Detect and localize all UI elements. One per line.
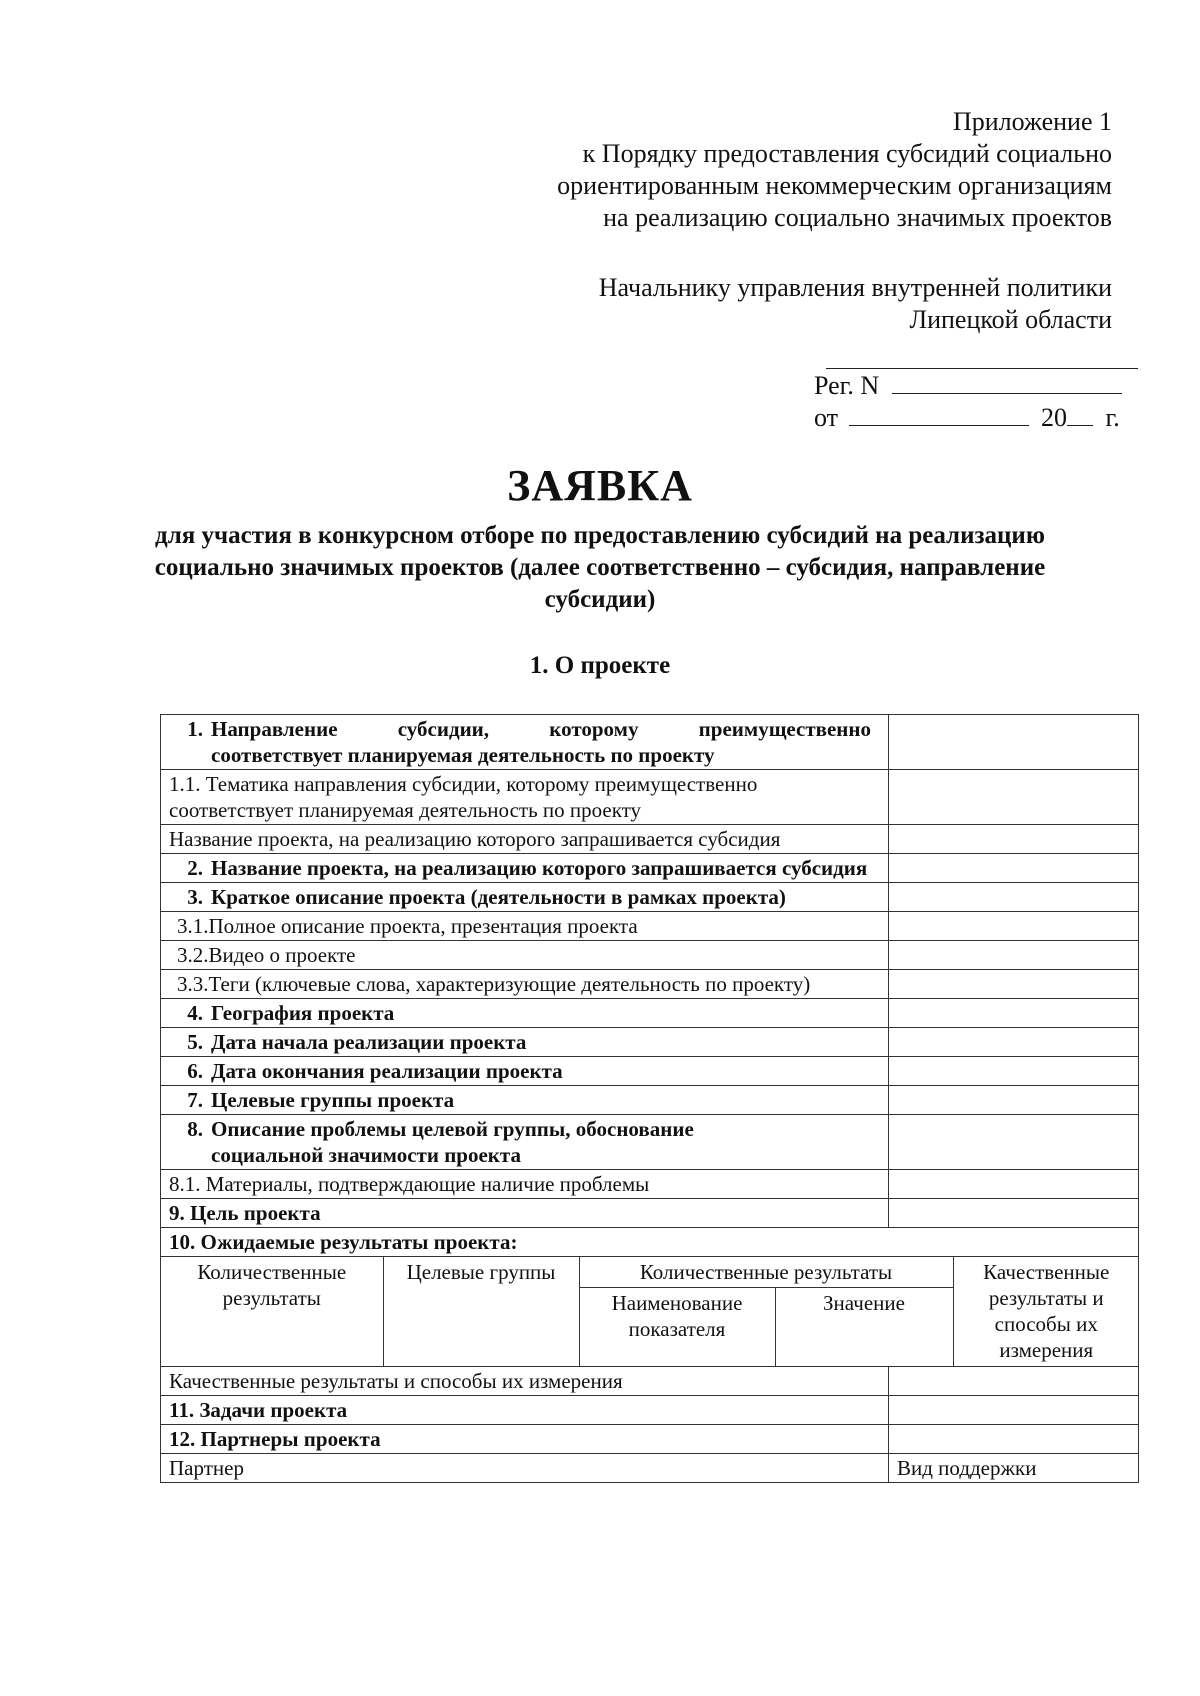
table-row	[161, 883, 1139, 912]
expected-results-table	[161, 1257, 1139, 1366]
addressee-block	[472, 272, 1112, 336]
table-row	[161, 970, 1139, 999]
row-label: 2. Название проекта, на реализацию которого запрашивается субсидия	[161, 854, 889, 883]
partner-label: Партнер	[161, 1453, 889, 1482]
row-value-field[interactable]	[889, 970, 1139, 999]
reg-label: Рег. N	[814, 371, 880, 400]
table-row	[161, 825, 1139, 854]
row-label: 8. Описание проблемы целевой группы, обоснование социальной значимости проекта	[161, 1115, 889, 1170]
row-value-field[interactable]	[889, 1115, 1139, 1170]
document-subtitle: для участия в конкурсном отборе по предоставлению субсидий на реализацию социально значимых проектов (далее соответственно – субсидия, направление субсидии)	[154, 522, 1046, 613]
appendix-number: Приложение 1	[952, 107, 1112, 136]
row-label: 6. Дата окончания реализации проекта	[161, 1057, 889, 1086]
row-label: 1.1. Тематика направления субсидии, которому преимущественно соответствует планируемая деятельность по проекту	[161, 770, 889, 825]
results-header-value: Значение	[775, 1288, 953, 1366]
registration-date-row	[814, 402, 1140, 434]
date-year: 20	[1041, 403, 1068, 432]
results-header-target-groups: Целевые группы	[383, 1257, 579, 1366]
row-value-field[interactable]	[889, 825, 1139, 854]
table-row	[161, 912, 1139, 941]
row-label: Название проекта, на реализацию которого запрашивается субсидия	[161, 825, 889, 854]
date-suffix: г.	[1105, 403, 1120, 432]
reg-number-field[interactable]	[892, 371, 1122, 394]
results-table-cell	[161, 1257, 1139, 1367]
table-row	[161, 1028, 1139, 1057]
row-value-field[interactable]	[889, 1366, 1139, 1395]
table-row	[161, 715, 1139, 770]
row-value-field[interactable]	[889, 1424, 1139, 1453]
row-label: 11. Задачи проекта	[161, 1395, 889, 1424]
results-header-quantitative-results: Количественные результаты	[579, 1257, 953, 1288]
row-value-field[interactable]	[889, 1199, 1139, 1228]
table-row	[161, 1115, 1139, 1170]
results-header-qualitative: Качественные результаты и способы их измерения	[953, 1257, 1139, 1366]
appendix-ref-line: к Порядку предоставления субсидий социально	[582, 139, 1112, 168]
signature-blank-line	[826, 368, 1138, 369]
row-label: 9. Цель проекта	[161, 1199, 889, 1228]
row-label: 1. Направление субсидии, которому преимущественно соответствует планируемая деятельность по проекту	[161, 715, 889, 770]
row-value-field[interactable]	[889, 1028, 1139, 1057]
row-label: 7. Целевые группы проекта	[161, 1086, 889, 1115]
row-value-field[interactable]	[889, 1170, 1139, 1199]
row-value-field[interactable]	[889, 999, 1139, 1028]
table-row	[161, 941, 1139, 970]
appendix-ref-line: ориентированным некоммерческим организациям	[557, 171, 1112, 200]
table-row	[161, 854, 1139, 883]
row-value-field[interactable]	[889, 854, 1139, 883]
row-label: 10. Ожидаемые результаты проекта:	[161, 1228, 1139, 1257]
table-row	[161, 1228, 1139, 1257]
results-table-row	[161, 1257, 1139, 1367]
row-value-field[interactable]	[889, 770, 1139, 825]
row-label: 12. Партнеры проекта	[161, 1424, 889, 1453]
row-label: 3.1.Полное описание проекта, презентация проекта	[161, 912, 889, 941]
document-title: ЗАЯВКА	[507, 461, 693, 510]
table-row	[161, 1086, 1139, 1115]
date-field[interactable]	[849, 403, 1029, 426]
row-value-field[interactable]	[889, 912, 1139, 941]
row-label: 4. География проекта	[161, 999, 889, 1028]
row-label: Качественные результаты и способы их измерения	[161, 1366, 889, 1395]
row-value-field[interactable]	[889, 1057, 1139, 1086]
project-form-table	[160, 714, 1139, 1483]
row-value-field[interactable]	[889, 1395, 1139, 1424]
results-header-indicator-name: Наименование показателя	[579, 1288, 775, 1366]
support-type-label: Вид поддержки	[889, 1453, 1139, 1482]
row-label: 8.1. Материалы, подтверждающие наличие проблемы	[161, 1170, 889, 1199]
section-title: 1. О проекте	[529, 652, 671, 679]
row-label: 3.3.Теги (ключевые слова, характеризующие деятельность по проекту)	[161, 970, 889, 999]
row-label: 3.2.Видео о проекте	[161, 941, 889, 970]
table-row	[161, 1395, 1139, 1424]
row-value-field[interactable]	[889, 941, 1139, 970]
registration-number-row	[814, 370, 1140, 402]
table-row	[161, 1453, 1139, 1482]
table-row	[161, 999, 1139, 1028]
row-label: 5. Дата начала реализации проекта	[161, 1028, 889, 1057]
appendix-header	[472, 106, 1112, 234]
row-label: 3. Краткое описание проекта (деятельности в рамках проекта)	[161, 883, 889, 912]
table-row	[161, 1057, 1139, 1086]
row-value-field[interactable]	[889, 883, 1139, 912]
addressee-line: Липецкой области	[909, 305, 1112, 334]
year-field[interactable]	[1067, 403, 1093, 426]
table-row	[161, 1170, 1139, 1199]
row-value-field[interactable]	[889, 715, 1139, 770]
table-row	[161, 770, 1139, 825]
table-row	[161, 1424, 1139, 1453]
table-row	[161, 1199, 1139, 1228]
table-row	[161, 1366, 1139, 1395]
appendix-ref-line: на реализацию социально значимых проектов	[603, 203, 1112, 232]
results-header-quantitative: Количественные результаты	[161, 1257, 383, 1366]
date-prefix: от	[814, 403, 839, 432]
addressee-line: Начальнику управления внутренней политики	[598, 273, 1112, 302]
row-value-field[interactable]	[889, 1086, 1139, 1115]
